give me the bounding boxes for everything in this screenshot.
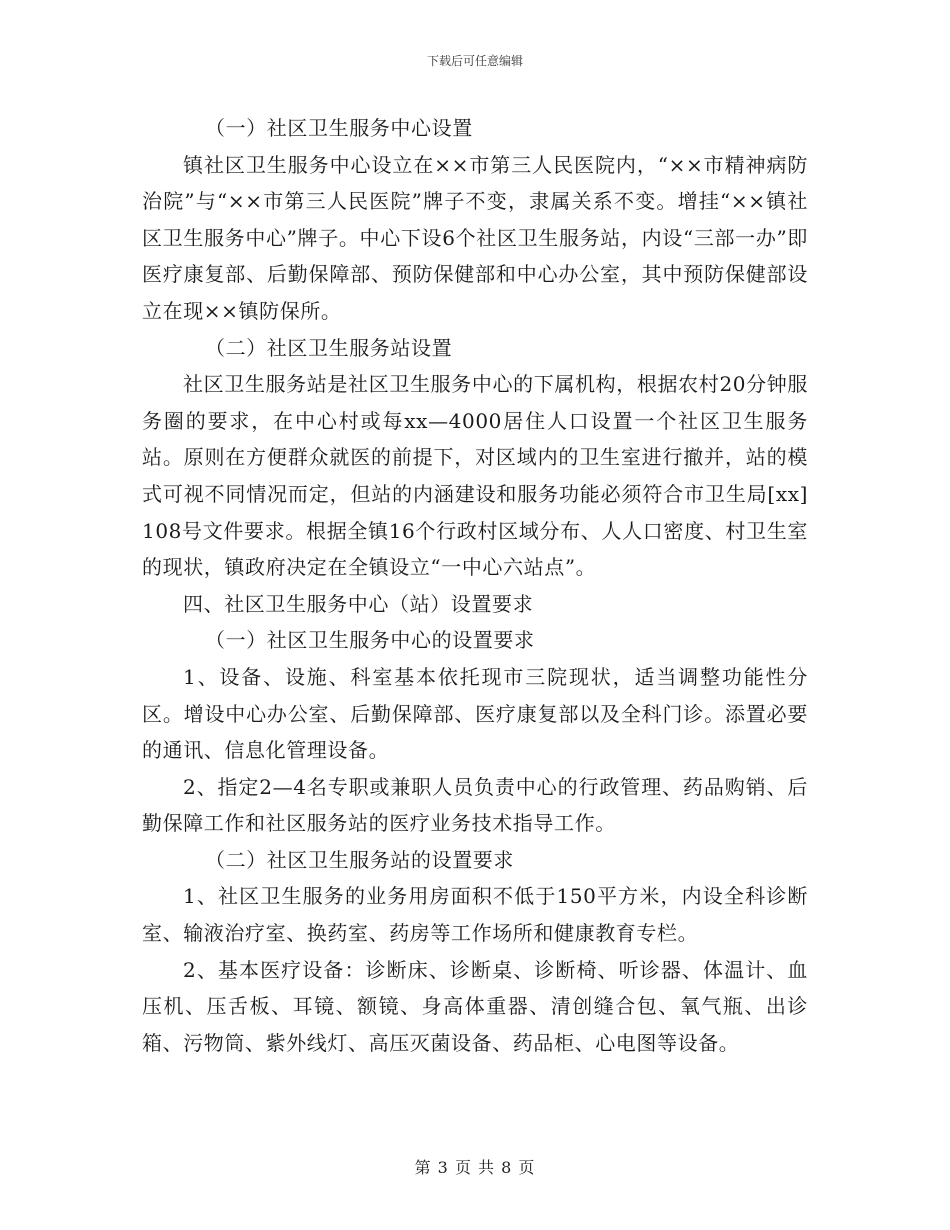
paragraph-service-station: 社区卫生服务站是社区卫生服务中心的下属机构，根据农村20分钟服务圈的要求，在中心村或每xx—4000居住人口设置一个社区卫生服务站。原则在方便群众就医的前提下，对区域内的卫生室进行撤并，站的模式可视不同情况而定，但站的内涵建设和服务功能必须符合市卫生局[xx]108号文件要求。根据全镇16个行政村区域分布、人人口密度、村卫生室的现状，镇政府决定在全镇设立“一中心六站点”。 [142, 372, 808, 580]
paragraph-center-req-1: 1、设备、设施、科室基本依托现市三院现状，适当调整功能性分区。增设中心办公室、后勤保障部、医疗康复部以及全科门诊。添置必要的通讯、信息化管理设备。 [142, 664, 808, 763]
section-heading-community-center: （一）社区卫生服务中心设置 [205, 116, 473, 140]
paragraph-center-req-2: 2、指定2—4名专职或兼职人员负责中心的行政管理、药品购销、后勤保障工作和社区服务站的医疗业务技术指导工作。 [142, 774, 808, 836]
subsection-heading-center-requirements: （一）社区卫生服务中心的设置要求 [205, 628, 535, 653]
document-body [142, 110, 808, 1061]
page-footer: 第 3 页 共 8 页 [414, 1158, 536, 1177]
page-header: 下载后可任意编辑 [426, 54, 523, 68]
paragraph-station-req-2: 2、基本医疗设备：诊断床、诊断桌、诊断椅、听诊器、体温计、血压机、压舌板、耳镜、额镜、身高体重器、清创缝合包、氧气瓶、出诊箱、污物筒、紫外线灯、高压灭菌设备、药品柜、心电图等设备。 [142, 957, 808, 1055]
section-heading-service-station: （二）社区卫生服务站设置 [205, 335, 453, 360]
subsection-heading-station-requirements: （二）社区卫生服务站的设置要求 [205, 847, 514, 872]
paragraph-community-center: 镇社区卫生服务中心设立在××市第三人民医院内，“××市精神病防治院”与“××市第三人民医院”牌子不变，隶属关系不变。增挂“××镇社区卫生服务中心”牌子。中心下设6个社区卫生服务站，内设“三部一办”即医疗康复部、后勤保障部、预防保健部和中心办公室，其中预防保健部设立在现××镇防保所。 [142, 152, 808, 323]
section-heading-requirements: 四、社区卫生服务中心（站）设置要求 [183, 591, 534, 616]
paragraph-station-req-1: 1、社区卫生服务的业务用房面积不低于150平方米，内设全科诊断室、输液治疗室、换药室、药房等工作场所和健康教育专栏。 [142, 884, 808, 946]
